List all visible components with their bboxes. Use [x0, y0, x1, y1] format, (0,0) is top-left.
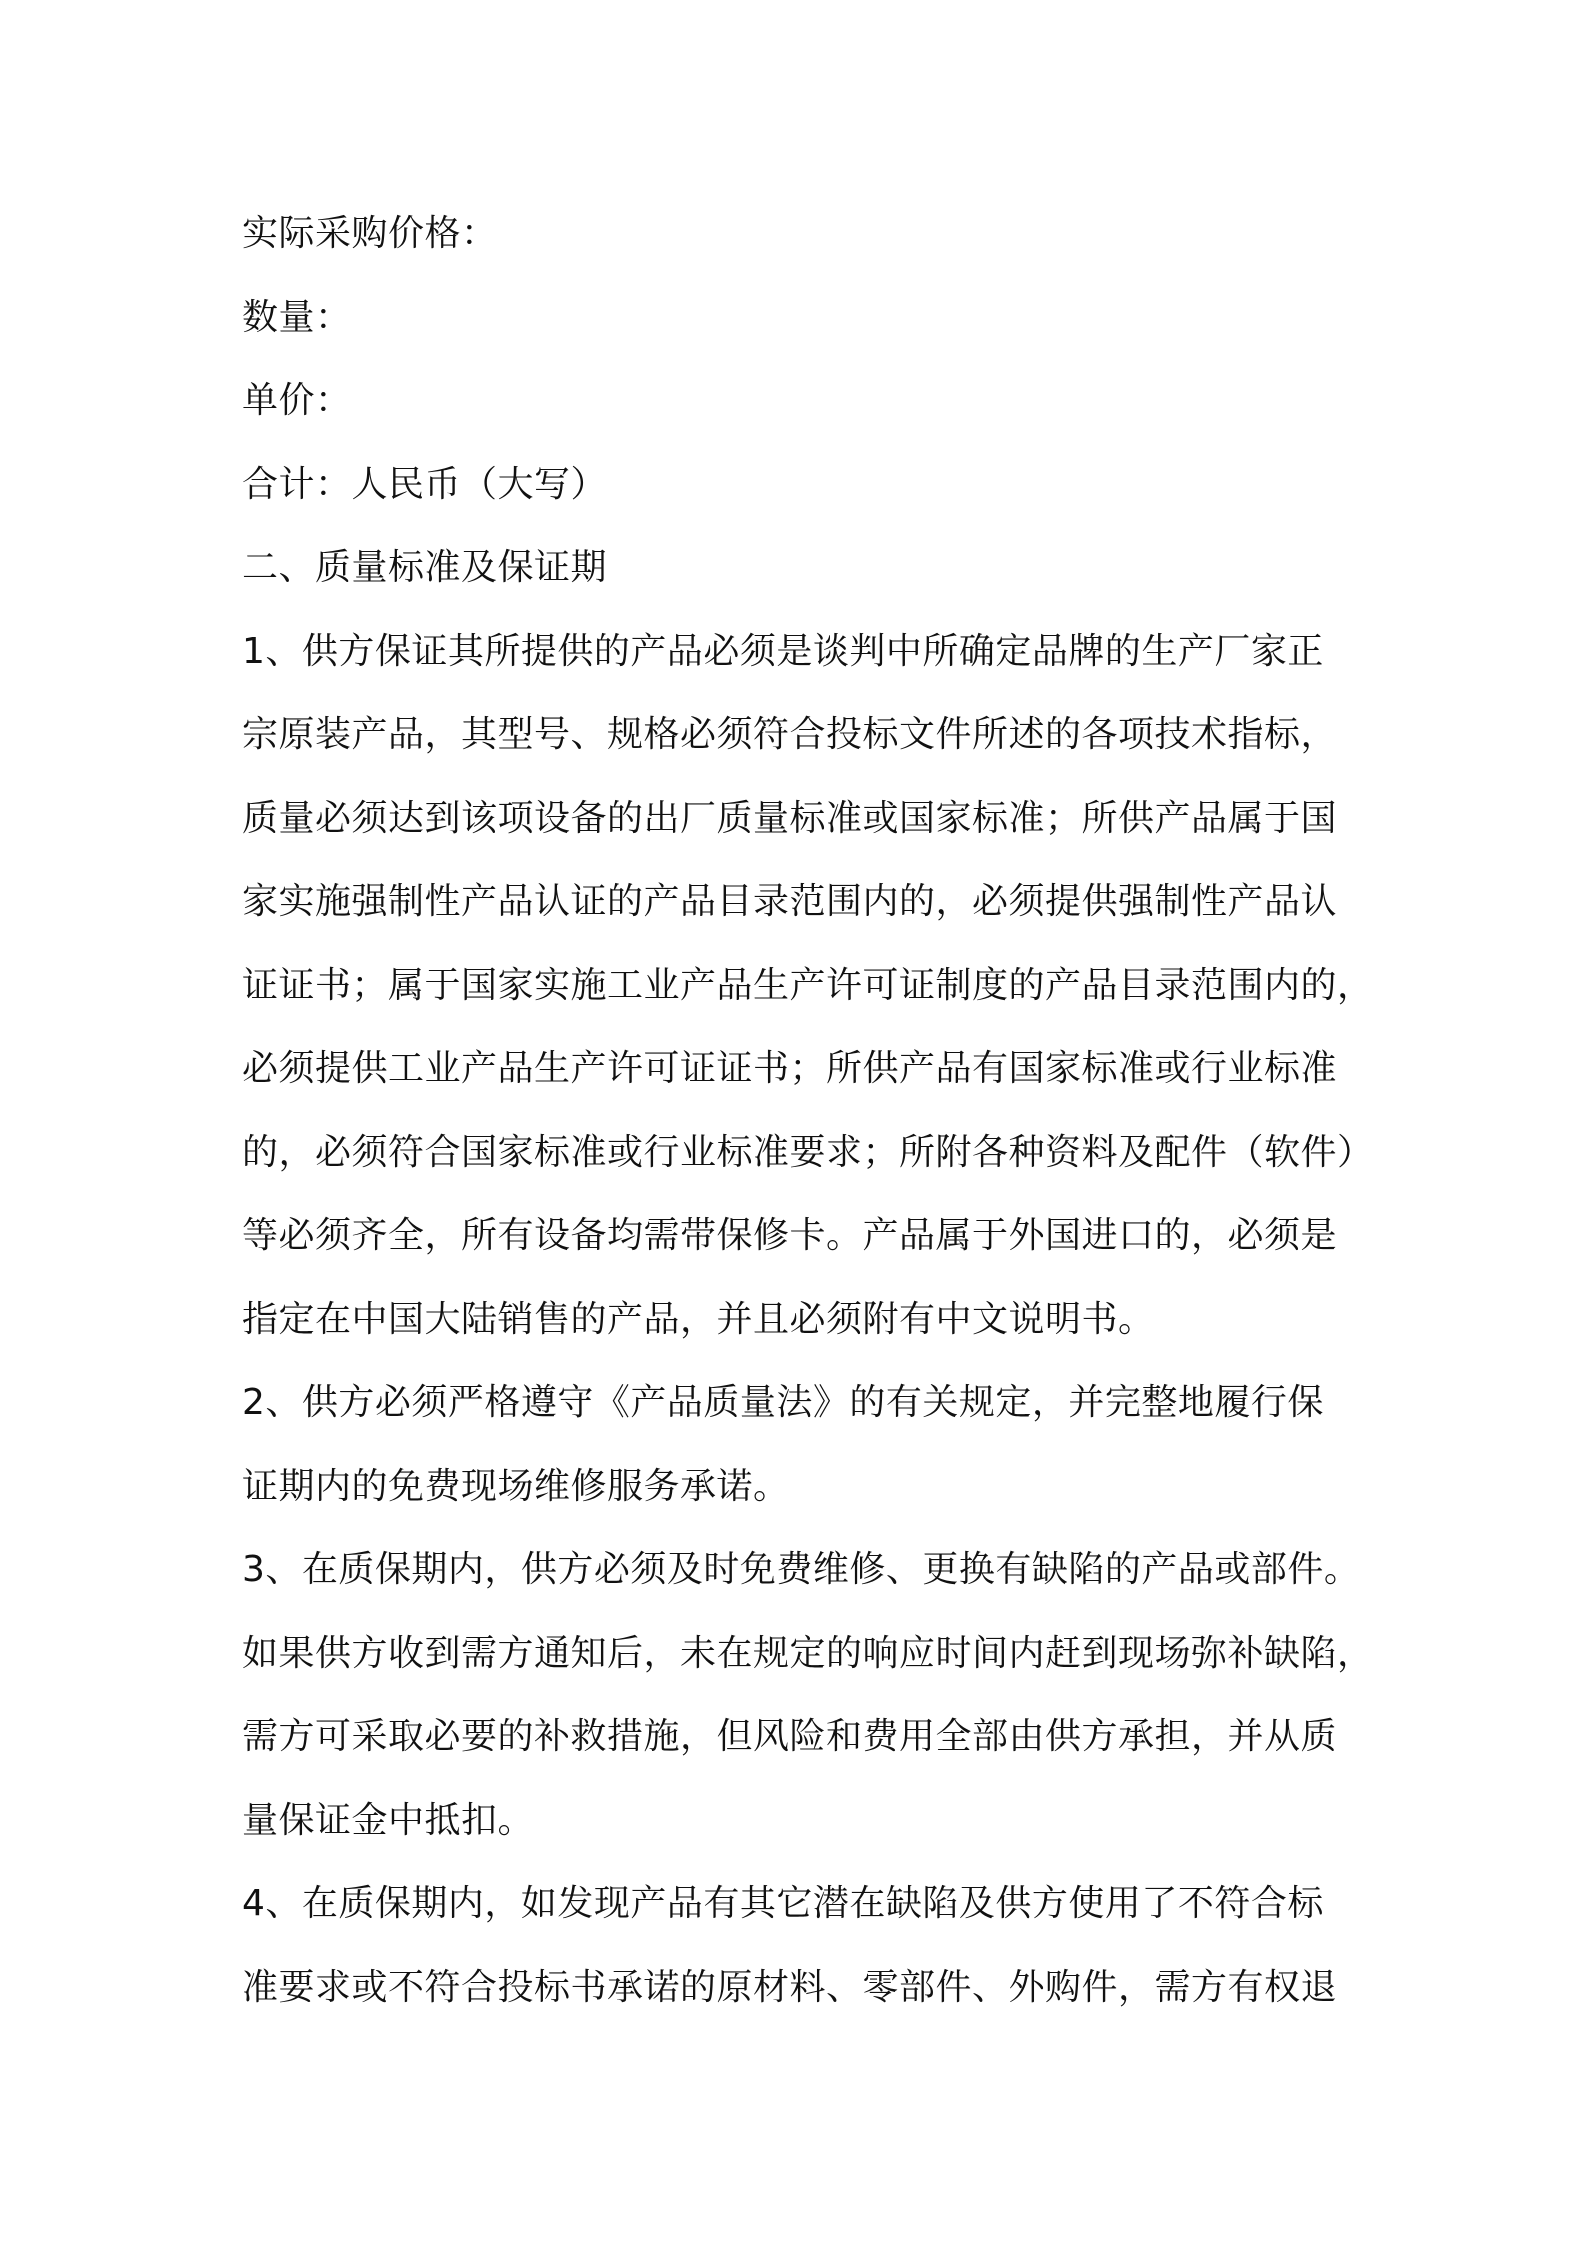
- text-line: 准要求或不符合投标书承诺的原材料、零部件、外购件，需方有权退: [242, 1966, 1338, 2008]
- text-line: 家实施强制性产品认证的产品目录范围内的，必须提供强制性产品认: [242, 881, 1338, 922]
- text-line-quantity: 数量：: [242, 296, 352, 338]
- text-line: 等必须齐全，所有设备均需带保修卡。产品属于外国进口的，必须是: [242, 1215, 1338, 1256]
- text-line-total: 合计：人民币（大写）: [242, 463, 608, 505]
- text-line: 2、供方必须严格遵守《产品质量法》的有关规定，并完整地履行保: [242, 1382, 1324, 1423]
- document-body: [242, 192, 1374, 2029]
- text-line: 指定在中国大陆销售的产品，并且必须附有中文说明书。: [242, 1298, 1155, 1340]
- text-line: 如果供方收到需方通知后，未在规定的响应时间内赶到现场弥补缺陷，: [242, 1632, 1374, 1674]
- text-line: 证证书；属于国家实施工业产品生产许可证制度的产品目录范围内的，: [242, 964, 1374, 1006]
- text-line-unit-price: 单价：: [242, 380, 352, 421]
- text-line: 必须提供工业产品生产许可证证书；所供产品有国家标准或行业标准: [242, 1048, 1338, 1089]
- text-line: 4、在质保期内，如发现产品有其它潜在缺陷及供方使用了不符合标: [242, 1883, 1324, 1924]
- text-line-actual-price: 实际采购价格：: [242, 213, 498, 254]
- text-line: 需方可采取必要的补救措施，但风险和费用全部由供方承担，并从质: [242, 1716, 1338, 1757]
- text-line: 质量必须达到该项设备的出厂质量标准或国家标准；所供产品属于国: [242, 797, 1338, 839]
- text-line: 宗原装产品，其型号、规格必须符合投标文件所述的各项技术指标，: [242, 714, 1338, 755]
- text-line: 的，必须符合国家标准或行业标准要求；所附各种资料及配件（软件）: [242, 1131, 1374, 1173]
- text-line: 量保证金中抵扣。: [242, 1799, 535, 1841]
- text-line: 1、供方保证其所提供的产品必须是谈判中所确定品牌的生产厂家正: [242, 630, 1324, 672]
- text-line: 3、在质保期内，供方必须及时免费维修、更换有缺陷的产品或部件。: [242, 1549, 1361, 1590]
- text-line: 证期内的免费现场维修服务承诺。: [242, 1465, 790, 1507]
- section-heading-quality: 二、质量标准及保证期: [242, 547, 608, 588]
